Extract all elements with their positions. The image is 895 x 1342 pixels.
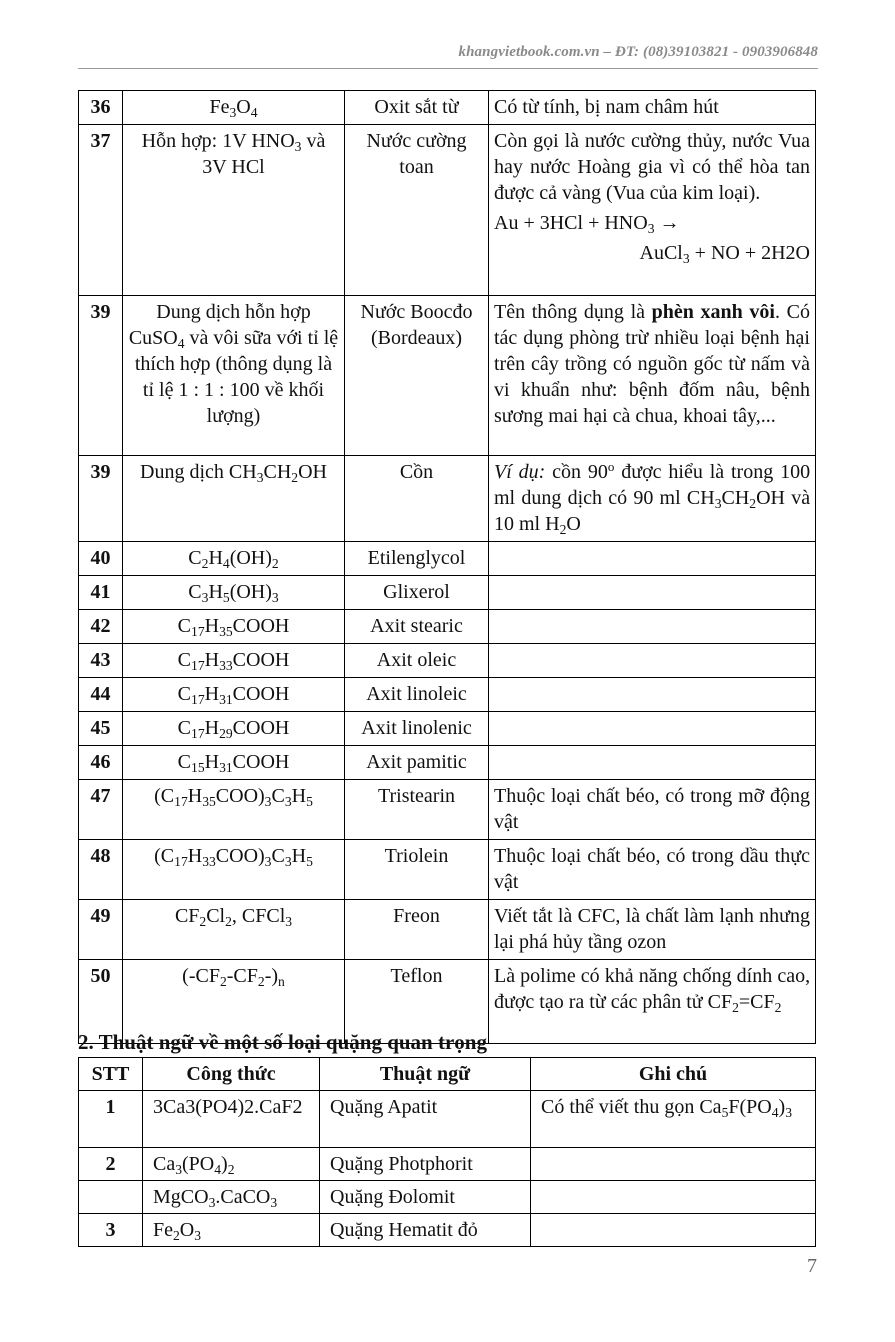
note-cell <box>489 610 816 644</box>
name-cell: Axit pamitic <box>345 746 489 780</box>
table-row <box>79 840 816 900</box>
stt-cell <box>79 1181 143 1214</box>
note-cell <box>531 1214 816 1247</box>
header-formula: Công thức <box>143 1058 320 1091</box>
note-cell <box>531 1148 816 1181</box>
term-cell: Quặng Đolomit <box>320 1181 531 1214</box>
formula-cell: $C_2H_4(OH)_2$ <box>123 542 345 576</box>
table-row <box>79 678 816 712</box>
name-cell: Axit linoleic <box>345 678 489 712</box>
ore-table-body <box>79 1091 816 1247</box>
table-row <box>79 91 816 125</box>
row-number: 37 <box>79 125 123 296</box>
note-cell: Có thể viết thu gọn $Ca_5F(PO_4)_3$ <box>531 1091 816 1148</box>
name-cell: Teflon <box>345 960 489 1044</box>
section-title: 2. Thuật ngữ về một số loại quặng quan trọng <box>78 1030 487 1054</box>
row-number: 41 <box>79 576 123 610</box>
formula-cell: $C_3H_5(OH)_3$ <box>123 576 345 610</box>
term-cell: Quặng Apatit <box>320 1091 531 1148</box>
note-cell <box>489 456 816 542</box>
row-number: 49 <box>79 900 123 960</box>
table-row <box>79 542 816 576</box>
note-cell: Có từ tính, bị nam châm hút <box>489 91 816 125</box>
formula-cell: $(C_{17}H_{35}COO)_3C_3H_5$ <box>123 780 345 840</box>
term-cell: Quặng Photphorit <box>320 1148 531 1181</box>
name-cell: Glixerol <box>345 576 489 610</box>
note-cell <box>489 678 816 712</box>
header-term: Thuật ngữ <box>320 1058 531 1091</box>
stt-cell: 1 <box>79 1091 143 1148</box>
compound-table <box>78 90 816 1044</box>
formula-cell: Dung dịch hỗn hợp CuSO$_4$ và vôi sữa với tỉ lệ thích hợp (thông dụng là tỉ lệ 1 : 1 : 100 về khối lượng) <box>123 296 345 456</box>
note-cell <box>489 296 816 456</box>
note-text: Tên thông dụng là <box>494 301 652 323</box>
formula-cell: MgCO$_3$.CaCO$_3$ <box>143 1181 320 1214</box>
formula-cell: $CF_2Cl_2$, CFCl$_3$ <box>123 900 345 960</box>
note-cell: Thuộc loại chất béo, có trong mỡ động vật <box>489 780 816 840</box>
table-row <box>79 1181 816 1214</box>
row-number: 44 <box>79 678 123 712</box>
note-cell <box>489 712 816 746</box>
note-cell: Là polime có khả năng chống dính cao, được tạo ra từ các phân tử $CF_2=CF_2$ <box>489 960 816 1044</box>
table-row <box>79 610 816 644</box>
formula-cell: Dung dịch $CH_3CH_2OH$ <box>123 456 345 542</box>
formula-cell: $(-CF_2-CF_2-)_n$ <box>123 960 345 1044</box>
header-note: Ghi chú <box>531 1058 816 1091</box>
formula-cell: $C_{17}H_{29}COOH$ <box>123 712 345 746</box>
table-row <box>79 296 816 456</box>
formula-cell: $C_{17}H_{31}COOH$ <box>123 678 345 712</box>
name-cell: Oxit sắt từ <box>345 91 489 125</box>
row-number: 43 <box>79 644 123 678</box>
note-bold: phèn xanh vôi <box>651 301 775 323</box>
note-text: cồn 90$^o$ được hiểu là trong 100 ml dung dịch có 90 ml $CH_3CH_2OH$ và 10 ml $H_2O$ <box>494 458 811 537</box>
row-number: 48 <box>79 840 123 900</box>
row-number: 46 <box>79 746 123 780</box>
term-cell: Quặng Hematit đỏ <box>320 1214 531 1247</box>
name-cell: Triolein <box>345 840 489 900</box>
row-number: 42 <box>79 610 123 644</box>
ore-table <box>78 1057 816 1247</box>
equation-right: AuCl$_3$ + NO + 2H2O <box>639 242 810 266</box>
note-cell: Thuộc loại chất béo, có trong dầu thực vật <box>489 840 816 900</box>
note-text: . Có tác dụng phòng trừ nhiều loại bệnh hại trên cây trồng có nguồn gốc từ nấm và vi khuẩn như: bệnh đốm nâu, bệnh sương mai hại cà chua, khoai tây,... <box>494 301 810 427</box>
note-example-label: Ví dụ: <box>494 461 546 483</box>
table-row <box>79 576 816 610</box>
table-row <box>79 712 816 746</box>
formula-cell: $C_{17}H_{35}COOH$ <box>123 610 345 644</box>
note-cell <box>489 576 816 610</box>
table-row <box>79 644 816 678</box>
page-header: khangvietbook.com.vn – ĐT: (08)39103821 - 0903906848 <box>78 44 818 69</box>
row-number: 50 <box>79 960 123 1044</box>
table-row <box>79 456 816 542</box>
row-number: 40 <box>79 542 123 576</box>
note-cell <box>489 644 816 678</box>
name-cell: Axit linolenic <box>345 712 489 746</box>
ore-table-header <box>79 1058 816 1091</box>
table-row <box>79 746 816 780</box>
note-cell <box>489 542 816 576</box>
note-cell: Viết tắt là CFC, là chất làm lạnh nhưng lại phá hủy tầng ozon <box>489 900 816 960</box>
header-stt: STT <box>79 1058 143 1091</box>
table-row <box>79 900 816 960</box>
note-text: Còn gọi là nước cường thủy, nước Vua hay nước Hoàng gia vì có thể hòa tan được cả vàng (Vua của kim loại). <box>494 130 811 204</box>
name-cell: Axit oleic <box>345 644 489 678</box>
stt-cell: 2 <box>79 1148 143 1181</box>
formula-cell: $Fe_2O_3$ <box>143 1214 320 1247</box>
row-number: 39 <box>79 296 123 456</box>
row-number: 47 <box>79 780 123 840</box>
name-cell: Axit stearic <box>345 610 489 644</box>
formula-cell: $Ca_3(PO_4)_2$ <box>143 1148 320 1181</box>
stt-cell: 3 <box>79 1214 143 1247</box>
name-cell: Tristearin <box>345 780 489 840</box>
formula-cell: $Fe_3O_4$ <box>123 91 345 125</box>
note-cell <box>489 125 816 296</box>
formula-cell: $C_{15}H_{31}COOH$ <box>123 746 345 780</box>
equation-left: $Au + 3HCl + HNO_3$ → <box>494 212 680 236</box>
table-row <box>79 1214 816 1247</box>
row-number: 45 <box>79 712 123 746</box>
note-cell <box>531 1181 816 1214</box>
formula-cell: 3Ca3(PO4)2.CaF2 <box>143 1091 320 1148</box>
name-cell: Freon <box>345 900 489 960</box>
row-number: 36 <box>79 91 123 125</box>
formula-cell: $(C_{17}H_{33}COO)_3C_3H_5$ <box>123 840 345 900</box>
table-row <box>79 125 816 296</box>
note-cell <box>489 746 816 780</box>
name-cell: Nước Boocđo (Bordeaux) <box>345 296 489 456</box>
page-number: 7 <box>807 1255 817 1277</box>
name-cell: Cồn <box>345 456 489 542</box>
name-cell: Nước cường toan <box>345 125 489 296</box>
table-row <box>79 780 816 840</box>
name-cell: Etilenglycol <box>345 542 489 576</box>
table-row <box>79 1148 816 1181</box>
row-number: 39 <box>79 456 123 542</box>
compound-table-body <box>79 91 816 1044</box>
formula-cell: $C_{17}H_{33}COOH$ <box>123 644 345 678</box>
formula-cell: Hỗn hợp: 1V $HNO_3$ và 3V HCl <box>123 125 345 296</box>
table-row <box>79 1091 816 1148</box>
